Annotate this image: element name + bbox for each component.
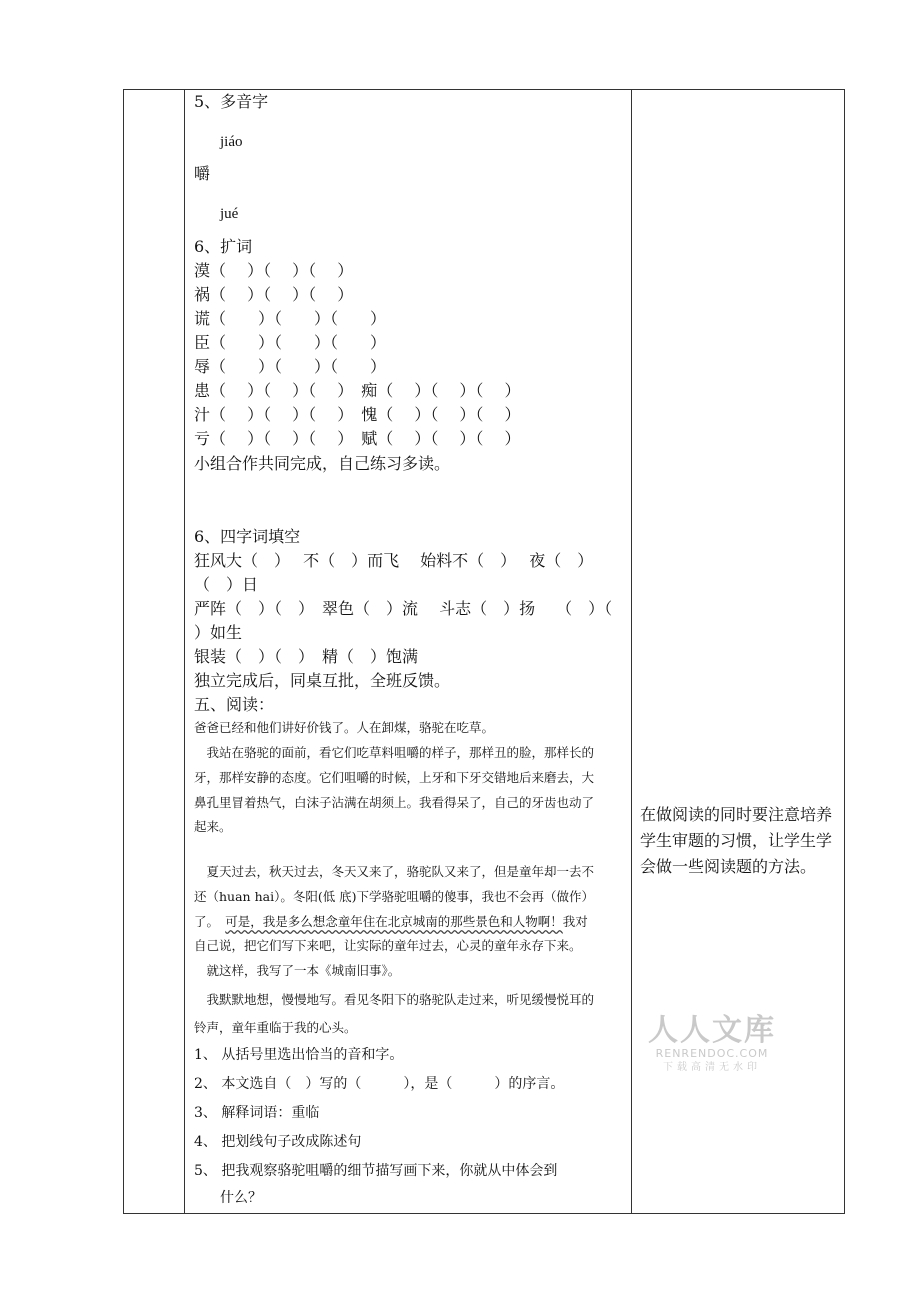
reading-paragraph: 鼻孔里冒着热气，白沫子沾满在胡须上。我看得呆了，自己的牙齿也动了 xyxy=(194,795,595,810)
expand-row: 祸（ ）（ ）（ ） xyxy=(194,285,354,304)
reading-paragraph: 我默默地想，慢慢地写。看见冬阳下的骆驼队走过来，听见缓慢悦耳的 xyxy=(194,992,595,1007)
expand-row: 亏（ ）（ ）（ ） 赋（ ）（ ）（ ） xyxy=(194,429,521,448)
reading-paragraph-underlined-line xyxy=(194,913,588,931)
four-char-line: 严阵（ ）（ ） 翠色（ ）流 斗志（ ）扬 （ ）（ xyxy=(194,599,613,618)
question-1: 1、 从括号里选出恰当的音和字。 xyxy=(194,1047,404,1063)
four-char-line: ）如生 xyxy=(194,623,243,642)
expand-row: 臣（ ）（ ）（ ） xyxy=(194,333,387,352)
pinyin-jiao: jiáo xyxy=(220,134,243,150)
watermark-title: 人人文库 xyxy=(648,1013,776,1048)
pinyin-jue: jué xyxy=(220,206,239,222)
question-4: 4、 把划线句子改成陈述句 xyxy=(194,1134,362,1150)
question-2: 2、 本文选自（ ）写的（ ），是（ ）的序言。 xyxy=(194,1076,565,1092)
watermark-slogan: 下载高清无水印 xyxy=(663,1062,761,1073)
reading-title: 五、阅读： xyxy=(194,695,275,714)
underlined-sentence: 可是，我是多么想念童年住在北京城南的那些景色和人物啊！ xyxy=(225,914,563,929)
reading-paragraph: 夏天过去，秋天过去，冬天又来了，骆驼队又来了，但是童年却一去不 xyxy=(194,864,595,879)
reading-paragraph: 起来。 xyxy=(194,819,232,834)
expand-instruction: 小组合作共同完成，自己练习多读。 xyxy=(194,454,451,473)
question-5: 5、 把我观察骆驼咀嚼的细节描写画下来，你就从中体会到 xyxy=(194,1163,558,1179)
question-3: 3、 解释词语：重临 xyxy=(194,1105,320,1121)
watermark-domain: RENRENDOC.COM xyxy=(655,1047,769,1060)
column-divider-2 xyxy=(631,90,632,1213)
watermark xyxy=(647,1015,777,1075)
reading-paragraph: 就这样，我写了一本《城南旧事》。 xyxy=(194,963,401,978)
teaching-note: 在做阅读的同时要注意培养学生审题的习惯，让学生学会做一些阅读题的方法。 xyxy=(640,805,833,876)
section-four-char-title: 6、四字词填空 xyxy=(194,527,301,546)
expand-row: 谎（ ）（ ）（ ） xyxy=(194,309,387,328)
reading-paragraph: 还（huan hai）。冬阳(低 底)下学骆驼咀嚼的傻事，我也不会再（做作） xyxy=(194,889,595,904)
reading-paragraph: 爸爸已经和他们讲好价钱了。人在卸煤，骆驼在吃草。 xyxy=(194,720,495,735)
reading-paragraph: 铃声，童年重临于我的心头。 xyxy=(194,1020,357,1035)
column-divider-1 xyxy=(184,90,185,1213)
expand-row: 汁（ ）（ ）（ ） 愧（ ）（ ）（ ） xyxy=(194,405,521,424)
question-5-continued: 什么？ xyxy=(220,1190,262,1206)
expand-row: 漠（ ）（ ）（ ） xyxy=(194,261,354,280)
reading-text: 我对 xyxy=(562,914,588,929)
reading-paragraph: 自己说，把它们写下来吧，让实际的童年过去，心灵的童年永存下来。 xyxy=(194,938,582,953)
four-char-line: 狂风大（ ） 不（ ）而飞 始料不（ ） 夜（ ） xyxy=(194,551,594,570)
four-char-line: 银装（ ）（ ） 精（ ）饱满 xyxy=(194,647,419,666)
reading-paragraph: 牙，那样安静的态度。它们咀嚼的时候，上牙和下牙交错地后来磨去，大 xyxy=(194,770,595,785)
section-expand-words-title: 6、扩词 xyxy=(194,237,253,256)
polyphone-char: 嚼 xyxy=(194,164,211,183)
reading-text: 了。 xyxy=(194,914,226,929)
four-char-line: （ ）日 xyxy=(194,575,259,594)
section-polyphone-title: 5、多音字 xyxy=(194,92,269,111)
expand-row: 患（ ）（ ）（ ） 痴（ ）（ ）（ ） xyxy=(194,381,521,400)
reading-paragraph: 我站在骆驼的面前，看它们吃草料咀嚼的样子，那样丑的脸，那样长的 xyxy=(194,745,595,760)
expand-row: 辱（ ）（ ）（ ） xyxy=(194,357,387,376)
four-char-instruction: 独立完成后，同桌互批，全班反馈。 xyxy=(194,671,451,690)
